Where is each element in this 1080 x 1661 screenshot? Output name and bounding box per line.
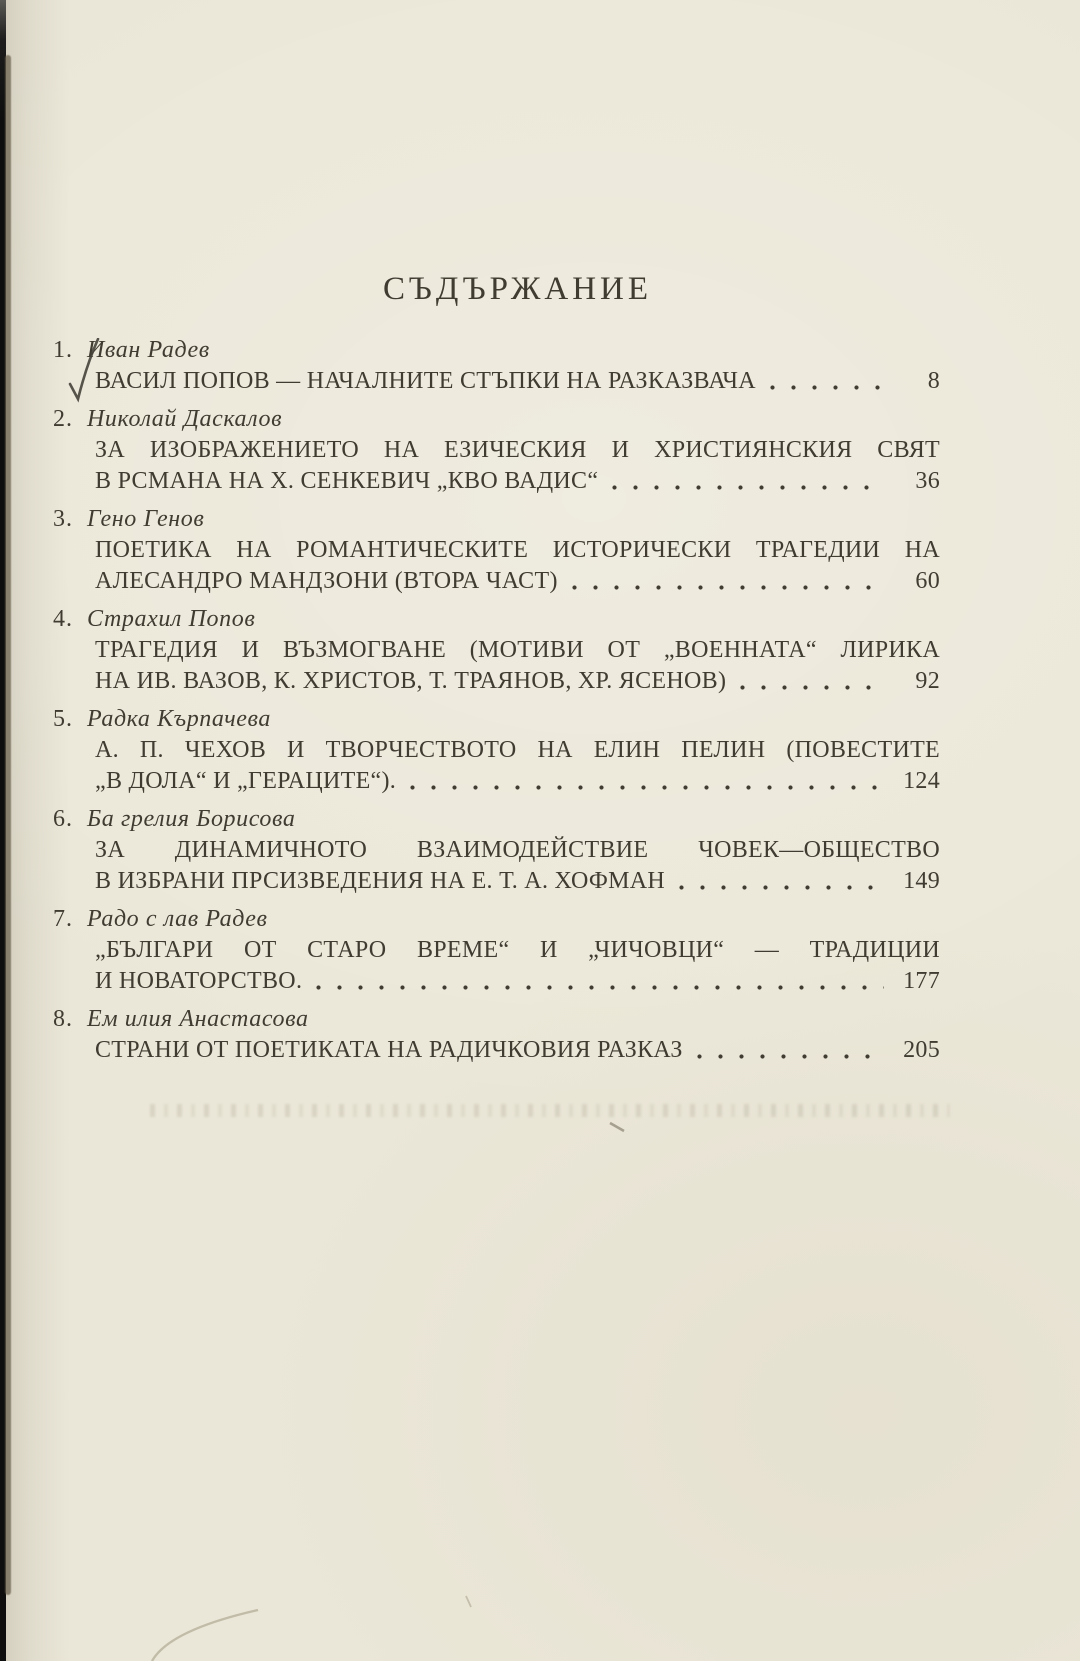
entry-page-number: 36 xyxy=(915,468,940,494)
entry-author: Гено Генов xyxy=(87,506,205,532)
dot-leader xyxy=(740,685,884,690)
entry-number: 3. xyxy=(53,506,73,532)
entry-author: Николай Даскалов xyxy=(87,406,283,432)
entry-title-line: ЗА ДИНАМИЧНОТО ВЗАИМОДЕЙСТВИЕ ЧОВЕК—ОБЩЕСТВО xyxy=(95,837,940,863)
entry-page-number: 205 xyxy=(903,1037,940,1063)
toc-entry xyxy=(53,904,940,997)
toc-entry xyxy=(53,1004,940,1066)
entry-title-lines xyxy=(95,435,940,466)
toc-entry xyxy=(53,335,940,397)
dot-leader xyxy=(697,1054,884,1059)
toc-entry xyxy=(53,504,940,597)
entry-title-text: В ИЗБРАНИ ПРСИЗВЕДЕНИЯ НА Е. Т. А. ХОФМАН xyxy=(95,868,666,894)
entry-title-text: И НОВАТОРСТВО. xyxy=(95,968,303,994)
entry-title-text: АЛЕСАНДРО МАНДЗОНИ (ВТОРА ЧАСТ) xyxy=(95,568,558,594)
dot-leader xyxy=(316,985,884,990)
entry-title-text: „В ДОЛА“ И „ГЕРАЦИТЕ“). xyxy=(95,768,397,794)
table-of-contents xyxy=(53,270,940,1073)
entry-title-line: ТРАГЕДИЯ И ВЪЗМОГВАНЕ (МОТИВИ ОТ „ВОЕННАТА“ ЛИРИКА xyxy=(95,637,940,663)
entry-last-line xyxy=(95,866,940,897)
entry-title-lines xyxy=(95,735,940,766)
entry-page-number: 60 xyxy=(915,568,940,594)
entry-title-text: ВАСИЛ ПОПОВ — НАЧАЛНИТЕ СТЪПКИ НА РАЗКАЗВАЧА xyxy=(95,368,756,394)
entry-page-number: 124 xyxy=(903,768,940,794)
toc-entry xyxy=(53,404,940,497)
entry-author: Радо с лав Радев xyxy=(87,906,268,932)
entry-last-line xyxy=(95,366,940,397)
entry-number: 8. xyxy=(53,1006,73,1032)
show-through-ghost-text xyxy=(150,1104,950,1117)
entry-last-line xyxy=(95,766,940,797)
dot-leader xyxy=(410,785,884,790)
toc-entry xyxy=(53,804,940,897)
entry-title-lines xyxy=(95,835,940,866)
entry-page-number: 177 xyxy=(903,968,940,994)
entry-title-lines xyxy=(95,635,940,666)
entry-author-line xyxy=(53,704,940,735)
entry-title-line: А. П. ЧЕХОВ И ТВОРЧЕСТВОТО НА ЕЛИН ПЕЛИН (ПОВЕСТИТЕ xyxy=(95,737,940,763)
dot-leader xyxy=(612,485,884,490)
entry-last-line xyxy=(95,666,940,697)
entry-author-line xyxy=(53,804,940,835)
entry-author: Ба грелия Борисова xyxy=(87,806,296,832)
entry-number: 4. xyxy=(53,606,73,632)
page-edge-shadow xyxy=(5,55,11,1595)
entry-page-number: 8 xyxy=(927,368,940,394)
entry-title-line: „БЪЛГАРИ ОТ СТАРО ВРЕМЕ“ И „ЧИЧОВЦИ“ — ТРАДИЦИИ xyxy=(95,937,940,963)
dot-leader xyxy=(572,585,884,590)
entry-author: Страхил Попов xyxy=(87,606,256,632)
entry-title-text: СТРАНИ ОТ ПОЕТИКАТА НА РАДИЧКОВИЯ РАЗКАЗ xyxy=(95,1037,683,1063)
entry-number: 7. xyxy=(53,906,73,932)
entry-author-line xyxy=(53,504,940,535)
entry-author-line xyxy=(53,1004,940,1035)
entry-number: 5. xyxy=(53,706,73,732)
pencil-small-mark xyxy=(466,1596,471,1607)
entry-last-line xyxy=(95,466,940,497)
page-title: СЪДЪРЖАНИЕ xyxy=(382,271,653,307)
entry-author-line xyxy=(53,904,940,935)
entry-title-text: В РСМАНА НА Х. СЕНКЕВИЧ „КВО ВАДИС“ xyxy=(95,468,599,494)
entry-author: Ем илия Анастасова xyxy=(87,1006,309,1032)
entry-author: Радка Кърпачева xyxy=(87,706,271,732)
toc-entry-list xyxy=(53,335,940,1066)
entry-title-line: ПОЕТИКА НА РОМАНТИЧЕСКИТЕ ИСТОРИЧЕСКИ ТРАГЕДИИ НА xyxy=(95,537,940,563)
entry-title-line: ЗА ИЗОБРАЖЕНИЕТО НА ЕЗИЧЕСКИЯ И ХРИСТИЯНСКИЯ СВЯТ xyxy=(95,437,940,463)
dot-leader xyxy=(770,385,884,390)
toc-entry xyxy=(53,604,940,697)
toc-entry xyxy=(53,704,940,797)
entry-title-text: НА ИВ. ВАЗОВ, К. ХРИСТОВ, Т. ТРАЯНОВ, ХР. ЯСЕНОВ) xyxy=(95,668,727,694)
pencil-curve-mark xyxy=(152,1610,258,1661)
entry-title-lines xyxy=(95,535,940,566)
entry-last-line xyxy=(95,566,940,597)
entry-number: 6. xyxy=(53,806,73,832)
entry-author-line xyxy=(53,335,940,366)
entry-title-lines xyxy=(95,935,940,966)
entry-number: 1. xyxy=(53,337,73,363)
entry-page-number: 149 xyxy=(903,868,940,894)
entry-author: Иван Радев xyxy=(87,337,210,363)
entry-author-line xyxy=(53,604,940,635)
entry-last-line xyxy=(95,1035,940,1066)
entry-last-line xyxy=(95,966,940,997)
pencil-tick-mark xyxy=(610,1123,624,1131)
dot-leader xyxy=(679,885,884,890)
entry-page-number: 92 xyxy=(915,668,940,694)
entry-number: 2. xyxy=(53,406,73,432)
entry-author-line xyxy=(53,404,940,435)
